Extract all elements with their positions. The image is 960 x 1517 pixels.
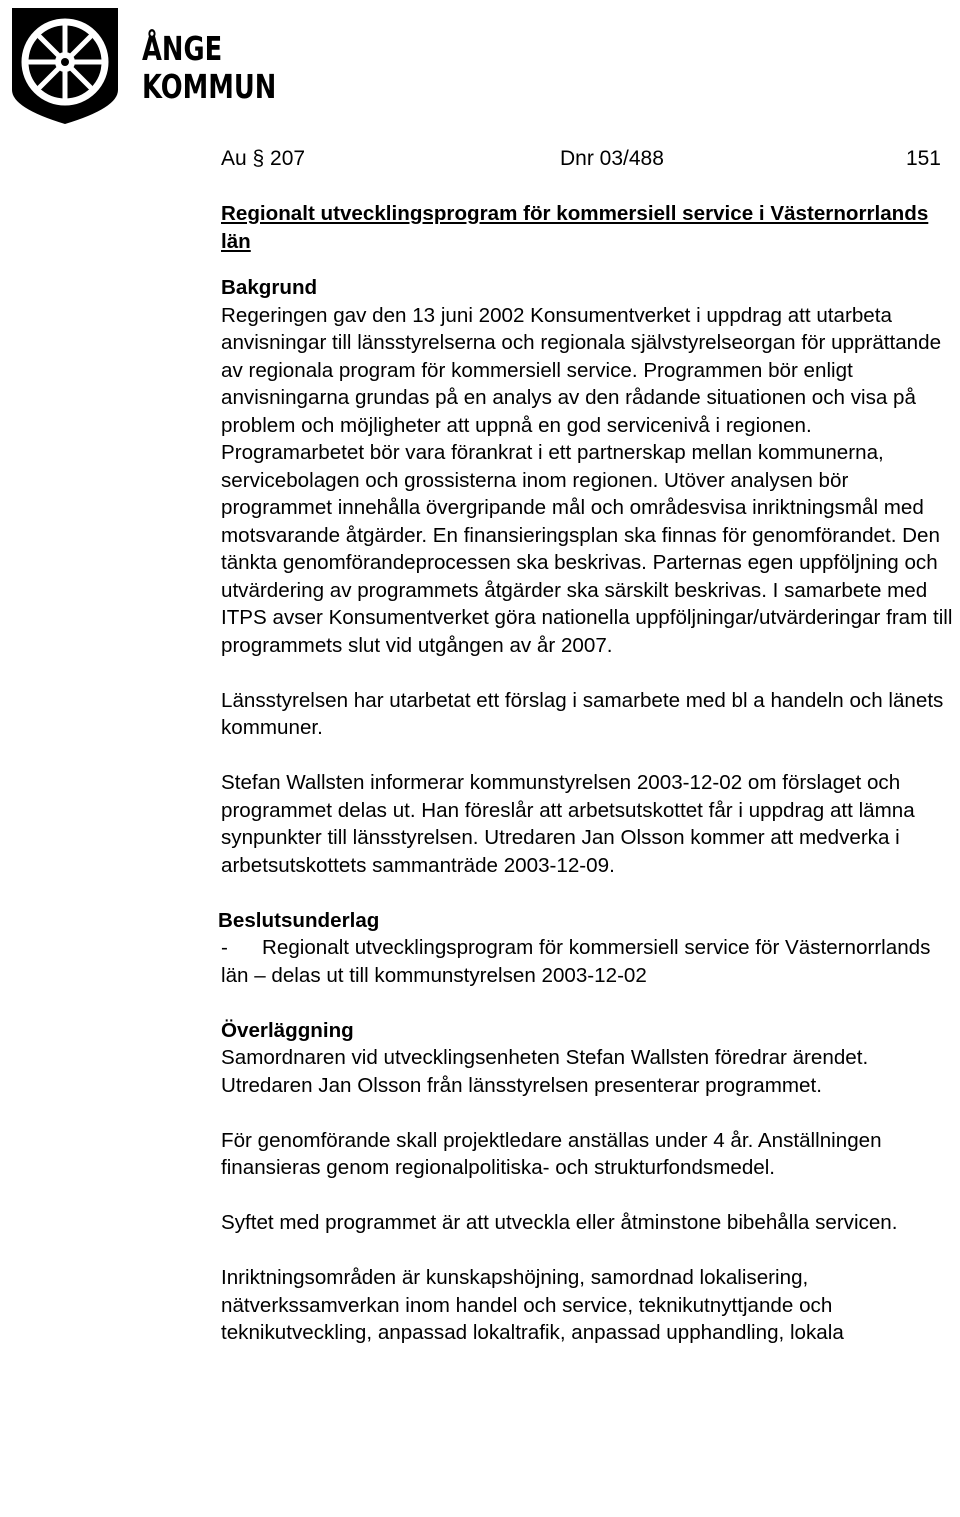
logo-line-1: ÅNGE: [142, 29, 223, 68]
bakgrund-paragraph-3: Stefan Wallsten informerar kommunstyrelsen 2003-12-02 om förslaget och programmet delas ut. Han föreslår att arbetsutskottet får i uppdrag att lämna synpunkter till länsstyrelsen. Utredaren Jan Olsson kommer att medverka i arbetsutskottets sammanträde 2003-12-09.: [221, 771, 915, 877]
section-heading-overlaggning: Överläggning: [221, 1018, 354, 1042]
overlaggning-paragraph-3: Syftet med programmet är att utveckla eller åtminstone bibehålla servicen.: [221, 1211, 898, 1234]
section-heading-bakgrund: Bakgrund: [221, 276, 318, 299]
municipality-logo: [6, 4, 277, 128]
overlaggning-paragraph-2: För genomförande skall projektledare anställas under 4 år. Anställningen finansieras genom regionalpolitiska- och strukturfondsmedel.: [221, 1128, 882, 1179]
document-body: [218, 200, 956, 1347]
bakgrund-paragraph-1: Regeringen gav den 13 juni 2002 Konsumentverket i uppdrag att utarbeta anvisningar till länsstyrelserna och regionala självstyrelseorgan för upprättande av regionala program för kommersiell service. Programmen bör enligt anvisningarna grundas på en analys av den rådande situationen och visa på problem och möjligheter att uppnå en god servicenivå i regionen. Programarbetet bör vara förankrat i ett partnerskap mellan kommunerna, servicebolagen och grossisterna inom regionen. Utöver analysen bör programmet innehålla övergripande mål och områdesvisa inriktningsmål med motsvarande åtgärder. En finansieringsplan ska finnas för genomförandet. Den tänkta genomförandeprocessen ska beskrivas. Parternas egen uppföljning och utvärdering av programmets åtgärder ska särskilt beskrivas. I samarbete med ITPS avser Konsumentverket göra nationella uppföljningar/utvärderingar fram till programmets slut vid utgången av år 2007.: [221, 303, 953, 657]
list-item: [221, 934, 956, 989]
bakgrund-paragraph-2: Länsstyrelsen har utarbetat ett förslag i samarbete med bl a handeln och länets kommuner.: [221, 688, 944, 739]
diary-number: Dnr 03/488: [560, 147, 664, 170]
list-item-text: Regionalt utvecklingsprogram för kommersiell service för Västernorrlands län – delas ut till kommunstyrelsen 2003-12-02: [221, 936, 931, 987]
document-header: [221, 147, 941, 175]
paragraph-number: Au § 207: [221, 147, 306, 170]
logo-line-2: KOMMUN: [142, 67, 277, 106]
overlaggning-paragraph-4: Inriktningsområden är kunskapshöjning, samordnad lokalisering, nätverkssamverkan inom handel och service, teknikutnyttjande och teknikutveckling, anpassad lokaltrafik, anpassad upphandling, lokala: [221, 1266, 844, 1344]
page-number: 151: [905, 147, 941, 170]
list-dash: -: [221, 936, 228, 959]
overlaggning-paragraph-1: Samordnaren vid utvecklingsenheten Stefan Wallsten föredrar ärendet. Utredaren Jan Olsson från länsstyrelsen presenterar programmet.: [221, 1046, 869, 1097]
section-heading-beslutsunderlag: Beslutsunderlag: [218, 908, 380, 932]
document-title: Regionalt utvecklingsprogram för kommersiell service i Västernorrlands län: [221, 202, 929, 253]
wheel-seal-icon: [6, 4, 124, 126]
logo-wordmark: [142, 30, 276, 106]
